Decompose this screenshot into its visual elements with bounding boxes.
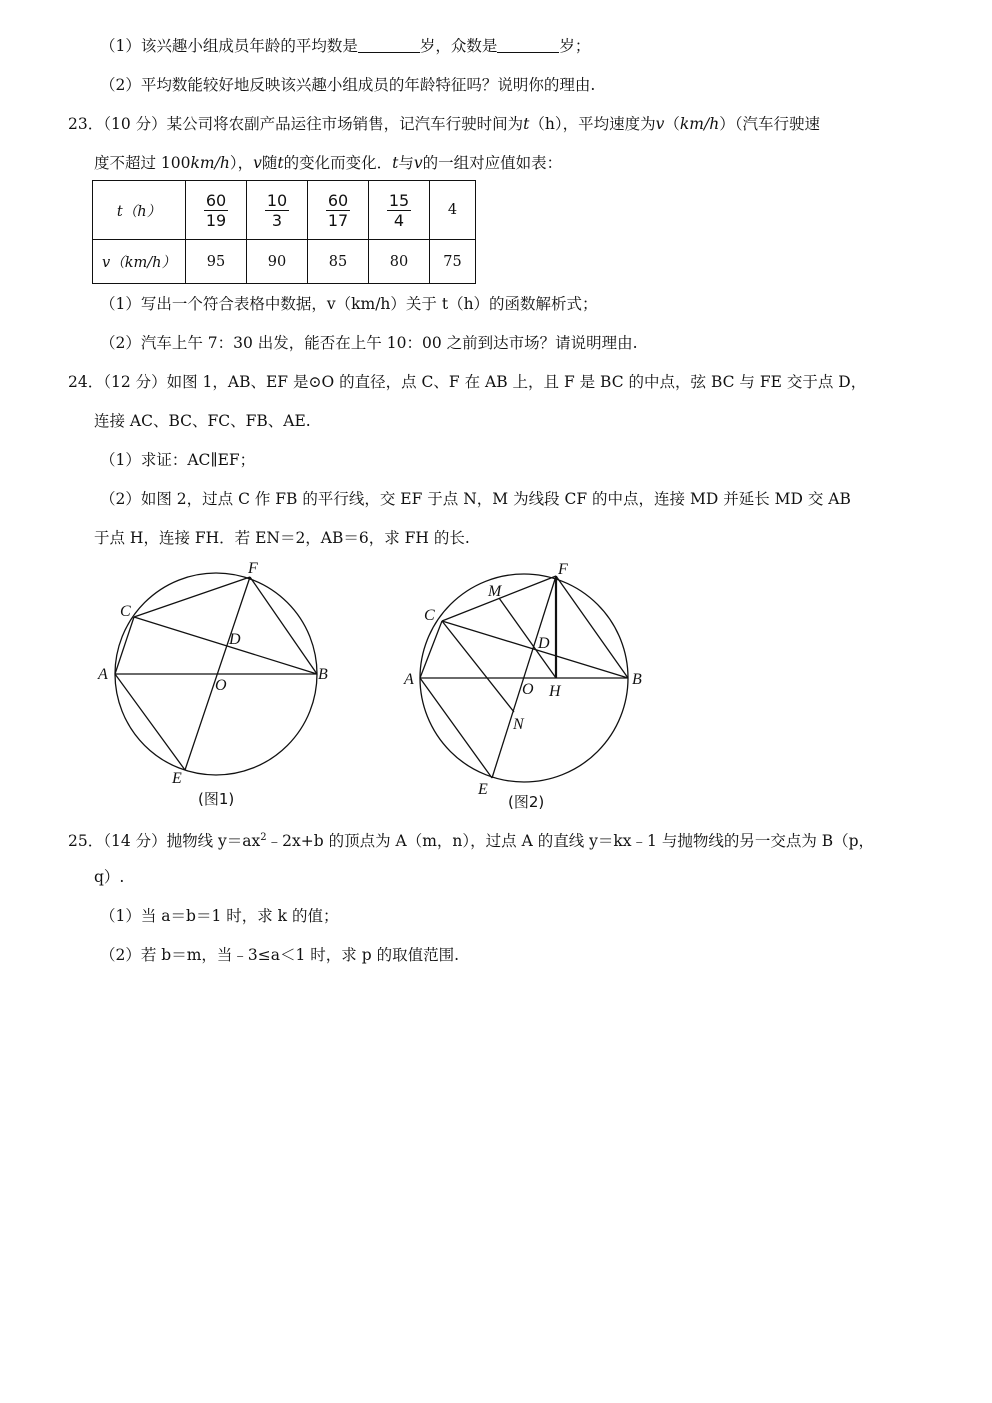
answer-blank-mode[interactable]	[497, 37, 559, 53]
figure-1-caption: (图1)	[198, 790, 235, 808]
label-a: A	[404, 671, 414, 688]
table-cell-t: $\frac{10}{3}$	[247, 181, 308, 240]
label-c: C	[120, 603, 131, 620]
q25-line2: q）.	[94, 868, 125, 886]
segment-ef	[492, 576, 556, 778]
table-header-t: t（h）	[93, 181, 186, 240]
label-n: N	[513, 716, 524, 733]
label-f: F	[248, 560, 258, 577]
table-row-v	[93, 240, 476, 284]
table-cell-v: 75	[430, 240, 476, 284]
q24-part2-line1: （2）如图 2，过点 C 作 FB 的平行线，交 EF 于点 N，M 为线段 CF 的中点，连接 MD 并延长 MD 交 AB	[100, 490, 851, 508]
label-d: D	[538, 635, 550, 652]
segment-ac	[115, 617, 134, 674]
table-cell-v: 80	[369, 240, 430, 284]
figure-2-caption: (图2)	[508, 793, 545, 811]
label-h: H	[549, 683, 561, 700]
q24-line1: 24．（12 分）如图 1，AB、EF 是⊙O 的直径，点 C、F 在 AB 上，且 F 是 BC 的中点，弦 BC 与 FE 交于点 D，	[68, 373, 867, 391]
table-cell-v: 90	[247, 240, 308, 284]
q24-line2: 连接 AC、BC、FC、FB、AE.	[94, 412, 311, 430]
answer-blank-mean[interactable]	[358, 37, 420, 53]
segment-fb	[250, 577, 317, 674]
q25-part2: （2）若 b＝m，当﹣3≤a＜1 时，求 p 的取值范围.	[100, 946, 459, 964]
q23-part1: （1）写出一个符合表格中数据，v（km/h）关于 t（h）的函数解析式；	[100, 295, 598, 313]
q25-part1: （1）当 a＝b＝1 时，求 k 的值；	[100, 907, 339, 925]
table-cell-v: 95	[186, 240, 247, 284]
segment-ae	[420, 678, 492, 778]
segment-ae	[115, 674, 185, 770]
label-f: F	[558, 561, 568, 578]
q24-part2-line2: 于点 H，连接 FH．若 EN＝2，AB＝6，求 FH 的长.	[94, 529, 470, 547]
table-cell-t: $\frac{15}{4}$	[369, 181, 430, 240]
label-b: B	[318, 666, 328, 683]
segment-ac	[420, 621, 442, 678]
segment-bc	[134, 617, 317, 674]
q23-line1: 23．（10 分）某公司将农副产品运往市场销售，记汽车行驶时间为t（h），平均速度为v（km/h）（汽车行驶速	[68, 115, 820, 133]
label-b: B	[632, 671, 642, 688]
table-row-t	[93, 181, 476, 240]
label-o: O	[215, 677, 227, 694]
label-m: M	[488, 583, 502, 600]
q24-part1: （1）求证：AC∥EF；	[100, 451, 256, 469]
table-cell-t: $\frac{60}{19}$	[186, 181, 247, 240]
value-table	[92, 180, 476, 284]
q25-line1: 25．（14 分）抛物线 $y=ax^2﹣2x+b$ 的顶点为 A（m，n），过点 A 的直线 y＝kx﹣1 与抛物线的另一交点为 B（p，	[68, 832, 875, 851]
segment-fb	[556, 576, 628, 678]
label-d: D	[229, 631, 241, 648]
q23-part2: （2）汽车上午 7：30 出发，能否在上午 10：00 之前到达市场？请说明理由.	[100, 334, 638, 352]
label-c: C	[424, 607, 435, 624]
table-cell-t: $\frac{60}{17}$	[308, 181, 369, 240]
label-e: E	[172, 770, 182, 787]
table-cell-t: 4	[430, 181, 476, 240]
segment-cn	[442, 621, 514, 712]
table-header-v: v（km/h）	[93, 240, 186, 284]
table-cell-v: 85	[308, 240, 369, 284]
q23-line2: 度不超过 100km/h），v随t的变化而变化．t与v的一组对应值如表：	[94, 154, 563, 172]
label-a: A	[98, 666, 108, 683]
figure-1	[90, 555, 350, 815]
label-e: E	[478, 781, 488, 798]
label-o: O	[522, 681, 534, 698]
q22-part1: （1）该兴趣小组成员年龄的平均数是 岁，众数是 岁；	[100, 37, 591, 55]
q22-part2: （2）平均数能较好地反映该兴趣小组成员的年龄特征吗？说明你的理由.	[100, 76, 596, 94]
figure-2	[395, 555, 660, 815]
